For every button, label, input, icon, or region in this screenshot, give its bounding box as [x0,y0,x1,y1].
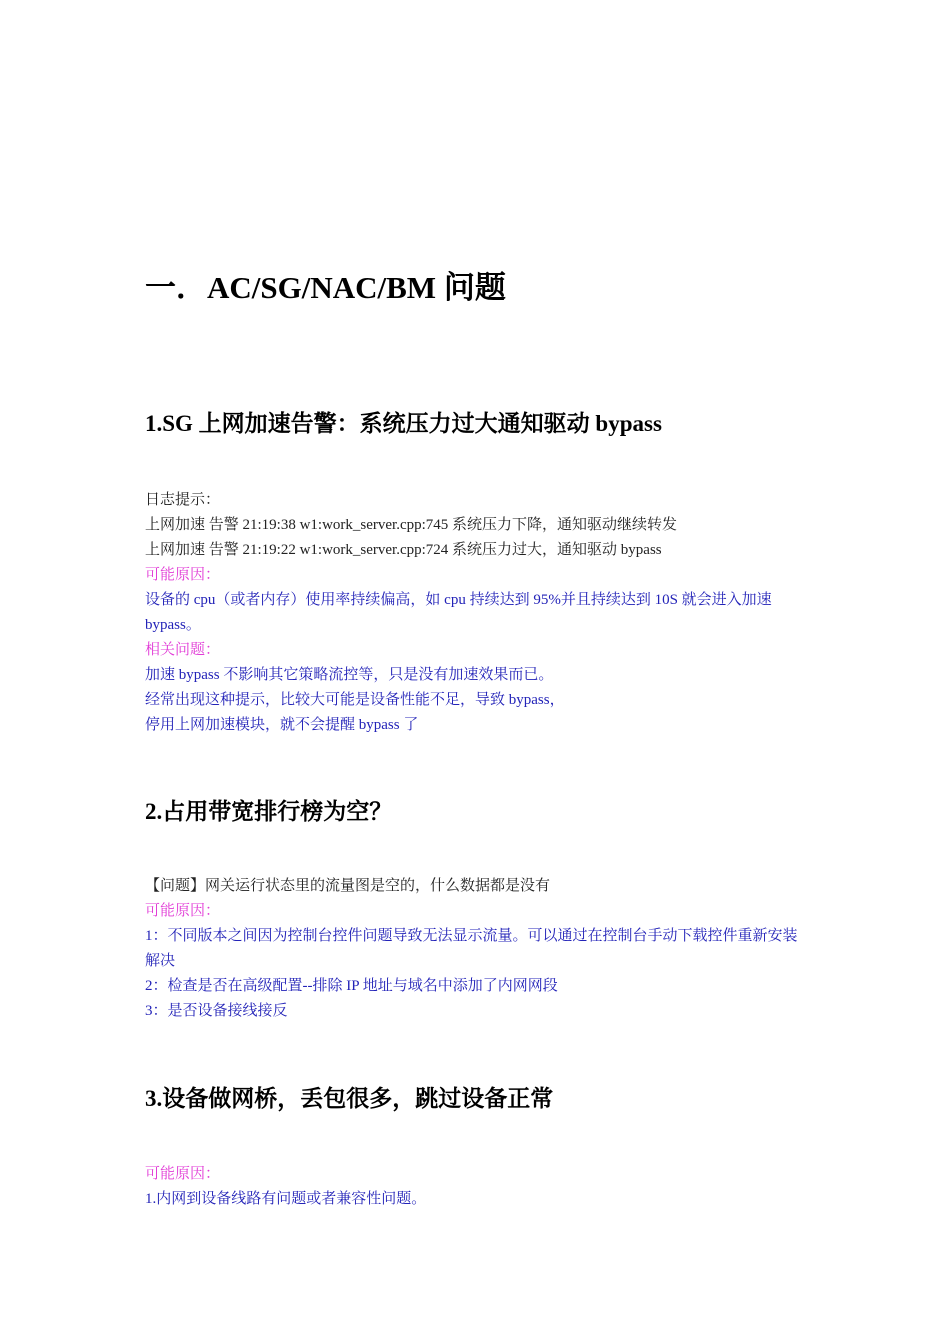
cause-item-3: 3：是否设备接线接反 [145,1003,288,1019]
issue-text: 【问题】网关运行状态里的流量图是空的，什么数据都是没有 [145,878,551,894]
section-2-body [145,874,810,1024]
related-text-2: 经常出现这种提示，比较大可能是设备性能不足，导致 bypass， [145,692,565,708]
section-1-body [145,488,810,738]
possible-cause-label: 可能原因： [145,903,221,919]
possible-cause-label: 可能原因： [145,567,221,583]
related-text-3: 停用上网加速模块，就不会提醒 bypass 了 [145,717,419,733]
cause-item-1: 1.内网到设备线路有问题或者兼容性问题。 [145,1191,427,1207]
section-3-body [145,1162,810,1212]
log-line-2: 上网加速 告警 21:19:22 w1:work_server.cpp:724 系统压力过大，通知驱动 bypass [145,542,662,558]
cause-text: 设备的 cpu（或者内存）使用率持续偏高，如 cpu 持续达到 95%并且持续达到 10S 就会进入加速 bypass。 [145,592,772,633]
possible-cause-label: 可能原因： [145,1166,221,1182]
section-1-heading: 1.SG 上网加速告警：系统压力过大通知驱动 bypass [145,411,662,436]
log-hint-label: 日志提示： [145,492,221,508]
section-3-heading: 3.设备做网桥，丢包很多，跳过设备正常 [145,1086,554,1111]
related-issues-label: 相关问题： [145,642,221,658]
document-title: 一．AC/SG/NAC/BM 问题 [145,270,506,305]
section-2-heading: 2.占用带宽排行榜为空？ [145,799,393,824]
cause-item-1: 1：不同版本之间因为控制台控件问题导致无法显示流量。可以通过在控制台手动下载控件重新安装解决 [145,928,798,969]
cause-item-2: 2：检查是否在高级配置--排除 IP 地址与域名中添加了内网网段 [145,978,558,994]
related-text-1: 加速 bypass 不影响其它策略流控等，只是没有加速效果而已。 [145,667,554,683]
log-line-1: 上网加速 告警 21:19:38 w1:work_server.cpp:745 系统压力下降，通知驱动继续转发 [145,517,678,533]
